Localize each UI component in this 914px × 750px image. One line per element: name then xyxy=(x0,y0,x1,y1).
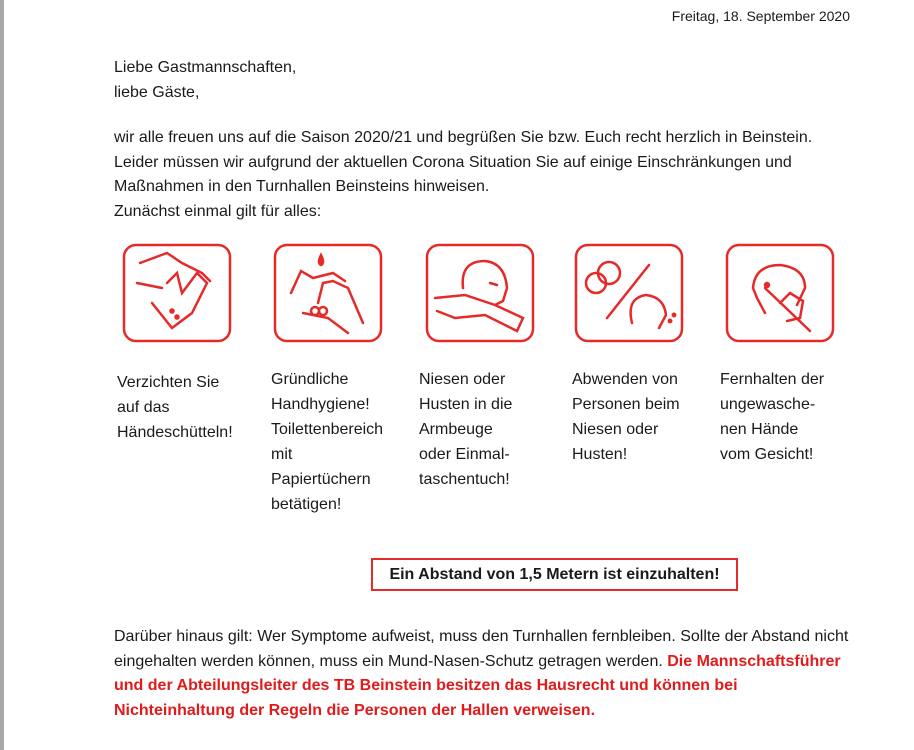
closing-text: Darüber hinaus gilt: Wer Symptome aufweist, muss den Turnhallen fernbleiben. Sollte der Abstand nicht eingehalten werden können, muss ein Mund-Nasen-Schutz getragen werden. xyxy=(114,628,849,670)
turn-away-icon xyxy=(574,243,684,343)
caption-hygiene: Gründliche Handhygiene! Toilettenbereich mit Papiertüchern betätigen! xyxy=(271,371,384,513)
closing-paragraph xyxy=(114,625,854,723)
intro-text: wir alle freuen uns auf die Saison 2020/21 und begrüßen Sie bzw. Euch recht herzlich in Beinstein. Leider müssen wir aufgrund der aktuellen Corona Situation Sie auf einige Einschränkungen und Maßnahmen in den Turnhallen Beinsteins hinweisen. xyxy=(114,129,813,195)
caption-turn-away: Abwenden von Personen beim Niesen oder Husten! xyxy=(572,371,680,463)
distance-notice: Ein Abstand von 1,5 Metern ist einzuhalten! xyxy=(371,558,738,591)
closing-warning: Die Mannschaftsführer und der Abteilungsleiter des TB Beinstein besitzen das Hausrecht und können bei Nichteinhaltung der Regeln die Personen der Hallen verweisen. xyxy=(114,652,841,719)
caption-face: Fernhalten der ungewasche- nen Hände vom Gesicht! xyxy=(720,371,825,463)
page-edge xyxy=(0,0,4,750)
greeting-line-1: Liebe Gastmannschaften, xyxy=(114,59,297,76)
intro-text-2: Zunächst einmal gilt für alles: xyxy=(114,202,322,220)
greeting-line-2: liebe Gäste, xyxy=(114,83,200,101)
caption-sneeze: Niesen oder Husten in die Armbeuge oder Einmal- taschentuch! xyxy=(419,371,513,488)
date: Freitag, 18. September 2020 xyxy=(671,8,850,24)
no-face-touch-icon xyxy=(725,243,835,343)
hand-hygiene-icon xyxy=(273,243,383,343)
greeting xyxy=(114,56,854,105)
caption-handshake: Verzichten Sie auf das Händeschütteln! xyxy=(117,374,233,441)
sneeze-elbow-icon xyxy=(425,243,535,343)
intro-paragraph xyxy=(114,126,834,224)
no-handshake-icon xyxy=(122,243,232,343)
